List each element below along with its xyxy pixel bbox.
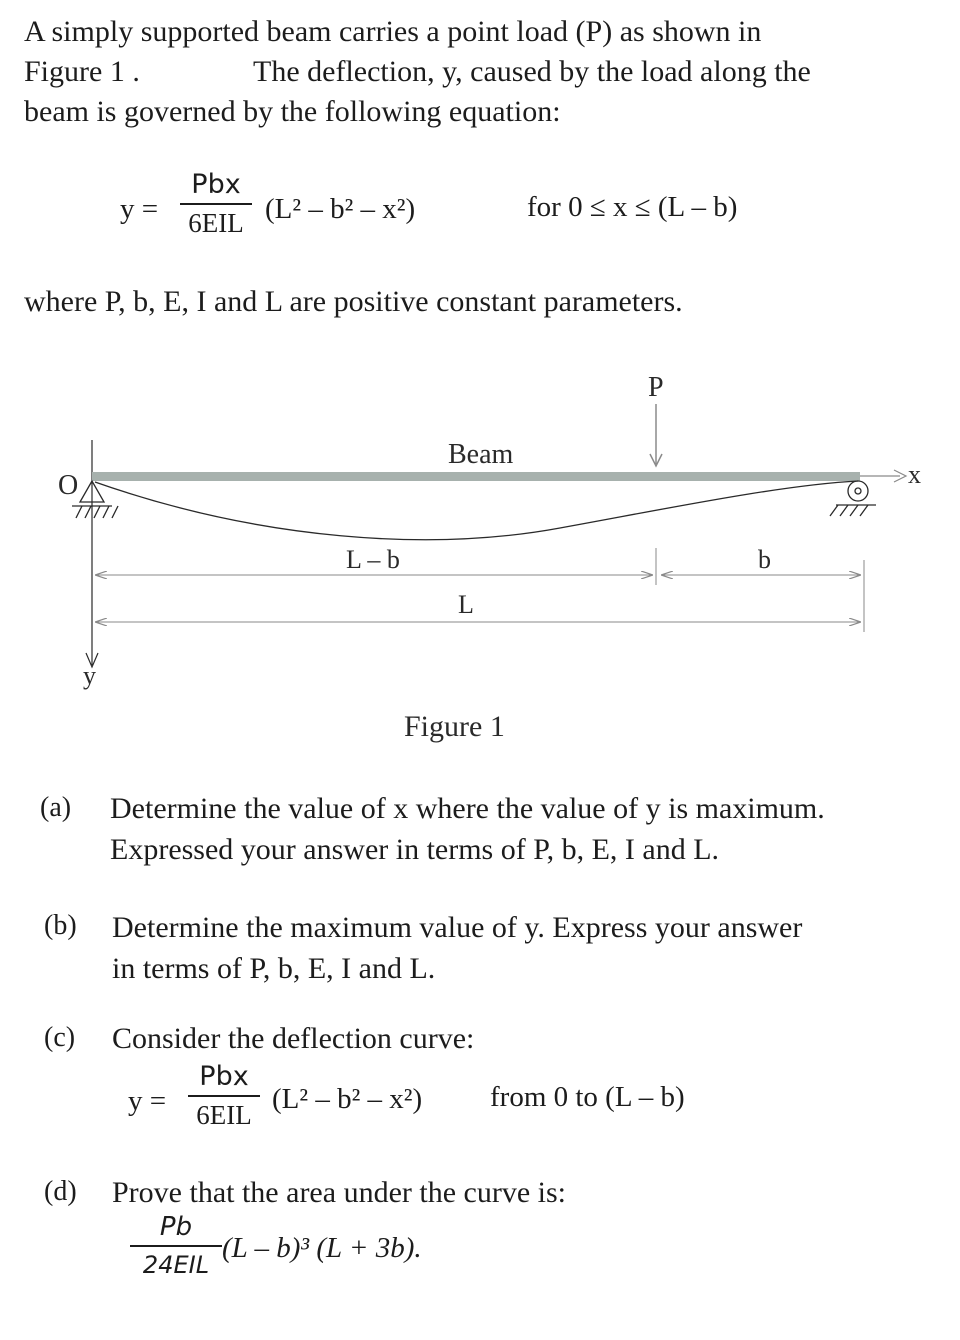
- intro-line-3: beam is governed by the following equation:: [24, 95, 561, 128]
- beam-label: Beam: [448, 439, 514, 470]
- question-b-line-2: in terms of P, b, E, I and L.: [112, 952, 436, 985]
- question-c-range: from 0 to (L – b): [490, 1081, 685, 1113]
- intro-line-1: A simply supported beam carries a point load (P) as shown in: [24, 15, 762, 48]
- question-c-numerator: Pbx: [199, 1061, 249, 1092]
- origin-label: O: [58, 470, 79, 501]
- x-axis-label: x: [908, 460, 921, 489]
- question-d-line-1: Prove that the area under the curve is:: [112, 1176, 566, 1209]
- question-b-line-1: Determine the maximum value of y. Express your answer: [112, 911, 803, 944]
- beam-figure: [0, 360, 960, 760]
- question-a-line-1: Determine the value of x where the value of y is maximum.: [110, 792, 825, 825]
- pin-support-icon: [72, 481, 118, 518]
- question-d-body: (L – b)³ (L + 3b).: [222, 1232, 422, 1264]
- where-text: where P, b, E, I and L are positive constant parameters.: [24, 285, 683, 318]
- question-d-label: (d): [44, 1176, 77, 1207]
- question-a-label: (a): [40, 792, 72, 823]
- deflection-curve: [95, 481, 858, 540]
- question-c-label: (c): [44, 1022, 76, 1053]
- question-c-fraction: [188, 1062, 260, 1130]
- roller-support-icon: [830, 481, 876, 516]
- beam-bar: [92, 472, 860, 481]
- equation-1-lhs: y =: [120, 193, 159, 225]
- fraction-bar: [130, 1245, 222, 1247]
- equation-1-domain: for 0 ≤ x ≤ (L – b): [527, 191, 738, 223]
- dim-lb-label: L – b: [346, 545, 400, 574]
- figure-caption: Figure 1: [404, 710, 505, 743]
- intro-line-2a: Figure 1 .: [24, 55, 140, 88]
- fraction-bar: [180, 203, 252, 205]
- load-label: P: [648, 372, 664, 403]
- dim-b-label: b: [758, 545, 771, 574]
- question-a-line-2: Expressed your answer in terms of P, b, E, I and L.: [110, 833, 720, 866]
- dim-l-label: L: [458, 590, 474, 619]
- equation-1-denominator: 6EIL: [188, 208, 244, 238]
- question-b-label: (b): [44, 910, 77, 941]
- equation-1-body: (L² – b² – x²): [265, 193, 416, 225]
- question-d-fraction: [130, 1212, 222, 1280]
- question-c-lhs: y =: [128, 1085, 167, 1117]
- fraction-bar: [188, 1095, 260, 1097]
- question-d-numerator: Pb: [159, 1212, 193, 1242]
- equation-1-fraction: [180, 170, 252, 238]
- question-c-body: (L² – b² – x²): [272, 1083, 423, 1115]
- intro-line-2b: The deflection, y, caused by the load along the: [253, 55, 811, 88]
- question-d-denominator: 24EIL: [142, 1251, 210, 1279]
- question-c-line-1: Consider the deflection curve:: [112, 1022, 475, 1055]
- y-axis-label: y: [83, 661, 96, 690]
- equation-1-numerator: Pbx: [191, 169, 241, 200]
- question-c-denominator: 6EIL: [196, 1100, 252, 1130]
